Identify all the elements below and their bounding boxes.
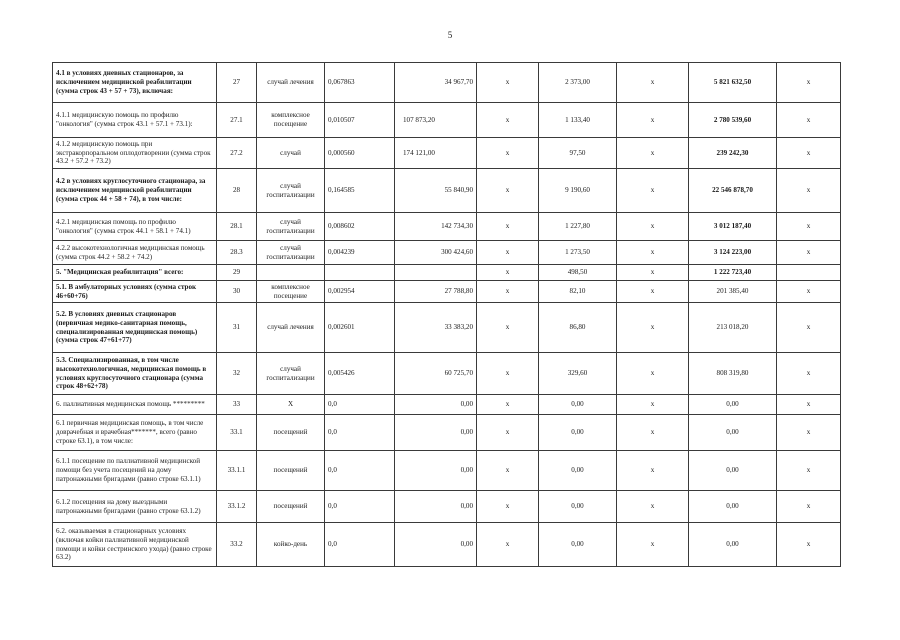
column-8: x <box>617 213 689 241</box>
total-cost: 2 780 539,60 <box>689 103 777 138</box>
total-cost: 213 018,20 <box>689 303 777 353</box>
row-name: 6.2. оказываемая в стационарных условиях (включая койки паллиативной медицинской помощи и койки сестринского ухода) (равно строке 63.2) <box>53 523 217 567</box>
column-10: x <box>777 138 841 169</box>
column-6: x <box>477 395 539 415</box>
column-10: x <box>777 63 841 103</box>
per-capita-norm: 0,00 <box>539 451 617 491</box>
unit-cost: 33 383,20 <box>395 303 477 353</box>
per-capita-norm: 9 190,60 <box>539 169 617 213</box>
unit-of-measure: случай лечения <box>257 63 325 103</box>
unit-of-measure: комплексное посещение <box>257 103 325 138</box>
unit-of-measure: случай лечения <box>257 303 325 353</box>
volume-norm: 0,005426 <box>325 353 395 395</box>
column-8: x <box>617 415 689 451</box>
total-cost: 3 012 187,40 <box>689 213 777 241</box>
unit-cost: 174 121,00 <box>395 138 477 169</box>
column-6: x <box>477 523 539 567</box>
column-6: x <box>477 213 539 241</box>
row-name: 4.2.2 высокотехнологичная медицинская помощь (сумма строк 44.2 + 58.2 + 74.2) <box>53 241 217 265</box>
row-number: 28.3 <box>217 241 257 265</box>
column-6: x <box>477 491 539 523</box>
total-cost: 808 319,80 <box>689 353 777 395</box>
total-cost: 3 124 223,00 <box>689 241 777 265</box>
row-number: 33.2 <box>217 523 257 567</box>
row-name: 5.1. В амбулаторных условиях (сумма строк 46+60+76) <box>53 281 217 303</box>
row-number: 27 <box>217 63 257 103</box>
financing-table <box>52 62 841 567</box>
column-10: x <box>777 303 841 353</box>
row-name: 4.2 в условиях круглосуточного стационара, за исключением медицинской реабилитации (сумма строк 44 + 58 + 74), в том числе: <box>53 169 217 213</box>
column-6: x <box>477 103 539 138</box>
table-row <box>53 451 841 491</box>
unit-cost: 142 734,30 <box>395 213 477 241</box>
total-cost: 0,00 <box>689 395 777 415</box>
row-number: 31 <box>217 303 257 353</box>
unit-cost: 27 788,80 <box>395 281 477 303</box>
table-row <box>53 303 841 353</box>
column-10: x <box>777 451 841 491</box>
table-row <box>53 281 841 303</box>
column-8: x <box>617 138 689 169</box>
unit-of-measure: посещений <box>257 451 325 491</box>
column-6: x <box>477 169 539 213</box>
table-row <box>53 213 841 241</box>
unit-of-measure: случай госпитализации <box>257 353 325 395</box>
column-8: x <box>617 395 689 415</box>
total-cost: 5 821 632,50 <box>689 63 777 103</box>
total-cost: 0,00 <box>689 415 777 451</box>
total-cost: 0,00 <box>689 491 777 523</box>
unit-cost: 60 725,70 <box>395 353 477 395</box>
column-6: x <box>477 281 539 303</box>
unit-of-measure: посещений <box>257 415 325 451</box>
table-row <box>53 138 841 169</box>
column-6: x <box>477 63 539 103</box>
row-number: 28 <box>217 169 257 213</box>
volume-norm: 0,002954 <box>325 281 395 303</box>
volume-norm: 0,000560 <box>325 138 395 169</box>
volume-norm: 0,0 <box>325 395 395 415</box>
unit-of-measure: случай госпитализации <box>257 169 325 213</box>
column-8: x <box>617 169 689 213</box>
volume-norm <box>325 265 395 281</box>
volume-norm: 0,008602 <box>325 213 395 241</box>
column-10 <box>777 265 841 281</box>
column-10: x <box>777 241 841 265</box>
column-10: x <box>777 213 841 241</box>
table-row <box>53 63 841 103</box>
table-row <box>53 103 841 138</box>
unit-cost: 34 967,70 <box>395 63 477 103</box>
volume-norm: 0,164585 <box>325 169 395 213</box>
table-row <box>53 415 841 451</box>
row-number: 33.1.1 <box>217 451 257 491</box>
column-6: x <box>477 265 539 281</box>
column-8: x <box>617 491 689 523</box>
column-6: x <box>477 353 539 395</box>
column-10: x <box>777 395 841 415</box>
volume-norm: 0,010507 <box>325 103 395 138</box>
volume-norm: 0,0 <box>325 523 395 567</box>
volume-norm: 0,0 <box>325 415 395 451</box>
column-8: x <box>617 523 689 567</box>
unit-of-measure: койко-день <box>257 523 325 567</box>
column-10: x <box>777 169 841 213</box>
per-capita-norm: 0,00 <box>539 523 617 567</box>
table-row <box>53 241 841 265</box>
page-number: 5 <box>447 30 453 40</box>
per-capita-norm: 0,00 <box>539 415 617 451</box>
unit-cost: 0,00 <box>395 395 477 415</box>
table-row <box>53 265 841 281</box>
column-10: x <box>777 281 841 303</box>
column-10: x <box>777 415 841 451</box>
volume-norm: 0,004239 <box>325 241 395 265</box>
row-number: 28.1 <box>217 213 257 241</box>
unit-of-measure: случай <box>257 138 325 169</box>
unit-cost <box>395 265 477 281</box>
column-10: x <box>777 523 841 567</box>
row-name: 6.1.1 посещение по паллиативной медицинской помощи без учета посещений на дому патронажными бригадами (равно строке 63.1.1) <box>53 451 217 491</box>
unit-cost: 107 873,20 <box>395 103 477 138</box>
unit-cost: 55 840,90 <box>395 169 477 213</box>
total-cost: 0,00 <box>689 523 777 567</box>
row-number: 33.1 <box>217 415 257 451</box>
column-8: x <box>617 353 689 395</box>
column-10: x <box>777 103 841 138</box>
unit-of-measure: X <box>257 395 325 415</box>
volume-norm: 0,0 <box>325 491 395 523</box>
column-8: x <box>617 63 689 103</box>
per-capita-norm: 97,50 <box>539 138 617 169</box>
row-name: 5.2. В условиях дневных стационаров (первичная медико-санитарная помощь, специализированная медицинская помощь) (сумма строк 47+61+77) <box>53 303 217 353</box>
table-row <box>53 523 841 567</box>
row-name: 6.1.2 посещения на дому выездными патронажными бригадами (равно строке 63.1.2) <box>53 491 217 523</box>
column-8: x <box>617 103 689 138</box>
unit-cost: 0,00 <box>395 415 477 451</box>
table-row <box>53 491 841 523</box>
row-number: 27.2 <box>217 138 257 169</box>
row-name: 4.1.1 медицинскую помощь по профилю "онкология" (сумма строк 43.1 + 57.1 + 73.1): <box>53 103 217 138</box>
per-capita-norm: 1 273,50 <box>539 241 617 265</box>
row-number: 27.1 <box>217 103 257 138</box>
row-number: 33 <box>217 395 257 415</box>
total-cost: 22 546 878,70 <box>689 169 777 213</box>
per-capita-norm: 0,00 <box>539 395 617 415</box>
column-8: x <box>617 281 689 303</box>
per-capita-norm: 82,10 <box>539 281 617 303</box>
total-cost: 201 385,40 <box>689 281 777 303</box>
column-6: x <box>477 138 539 169</box>
column-6: x <box>477 303 539 353</box>
row-name: 6. паллиативная медицинская помощь ********* <box>53 395 217 415</box>
unit-of-measure: комплексное посещение <box>257 281 325 303</box>
total-cost: 239 242,30 <box>689 138 777 169</box>
row-name: 4.2.1 медицинская помощь по профилю "онкология" (сумма строк 44.1 + 58.1 + 74.1) <box>53 213 217 241</box>
row-number: 32 <box>217 353 257 395</box>
volume-norm: 0,002601 <box>325 303 395 353</box>
table-row <box>53 353 841 395</box>
unit-cost: 0,00 <box>395 491 477 523</box>
unit-cost: 300 424,60 <box>395 241 477 265</box>
volume-norm: 0,0 <box>325 451 395 491</box>
row-name: 5. "Медицинская реабилитация" всего: <box>53 265 217 281</box>
per-capita-norm: 498,50 <box>539 265 617 281</box>
row-name: 6.1 первичная медицинская помощь, в том числе доврачебная и врачебная*******, всего (равно строке 63.1), в том числе: <box>53 415 217 451</box>
column-10: x <box>777 353 841 395</box>
volume-norm: 0,067863 <box>325 63 395 103</box>
table-row <box>53 395 841 415</box>
unit-cost: 0,00 <box>395 523 477 567</box>
row-name: 4.1 в условиях дневных стационаров, за исключением медицинской реабилитации (сумма строк 43 + 57 + 73), включая: <box>53 63 217 103</box>
row-name: 5.3. Специализированная, в том числе высокотехнологичная, медицинская помощь в условиях круглосуточного стационара (сумма строк 48+62+78) <box>53 353 217 395</box>
total-cost: 0,00 <box>689 451 777 491</box>
row-name: 4.1.2 медицинскую помощь при экстракорпоральном оплодотворении (сумма строк 43.2 + 57.2 + 73.2) <box>53 138 217 169</box>
unit-of-measure: посещений <box>257 491 325 523</box>
per-capita-norm: 0,00 <box>539 491 617 523</box>
row-number: 33.1.2 <box>217 491 257 523</box>
per-capita-norm: 329,60 <box>539 353 617 395</box>
unit-cost: 0,00 <box>395 451 477 491</box>
per-capita-norm: 1 227,80 <box>539 213 617 241</box>
column-8: x <box>617 241 689 265</box>
row-number: 29 <box>217 265 257 281</box>
column-8: x <box>617 265 689 281</box>
unit-of-measure <box>257 265 325 281</box>
unit-of-measure: случай госпитализации <box>257 241 325 265</box>
column-6: x <box>477 451 539 491</box>
column-6: x <box>477 415 539 451</box>
per-capita-norm: 1 133,40 <box>539 103 617 138</box>
column-10: x <box>777 491 841 523</box>
per-capita-norm: 86,80 <box>539 303 617 353</box>
row-number: 30 <box>217 281 257 303</box>
column-8: x <box>617 451 689 491</box>
total-cost: 1 222 723,40 <box>689 265 777 281</box>
table-row <box>53 169 841 213</box>
column-8: x <box>617 303 689 353</box>
unit-of-measure: случай госпитализации <box>257 213 325 241</box>
per-capita-norm: 2 373,00 <box>539 63 617 103</box>
column-6: x <box>477 241 539 265</box>
